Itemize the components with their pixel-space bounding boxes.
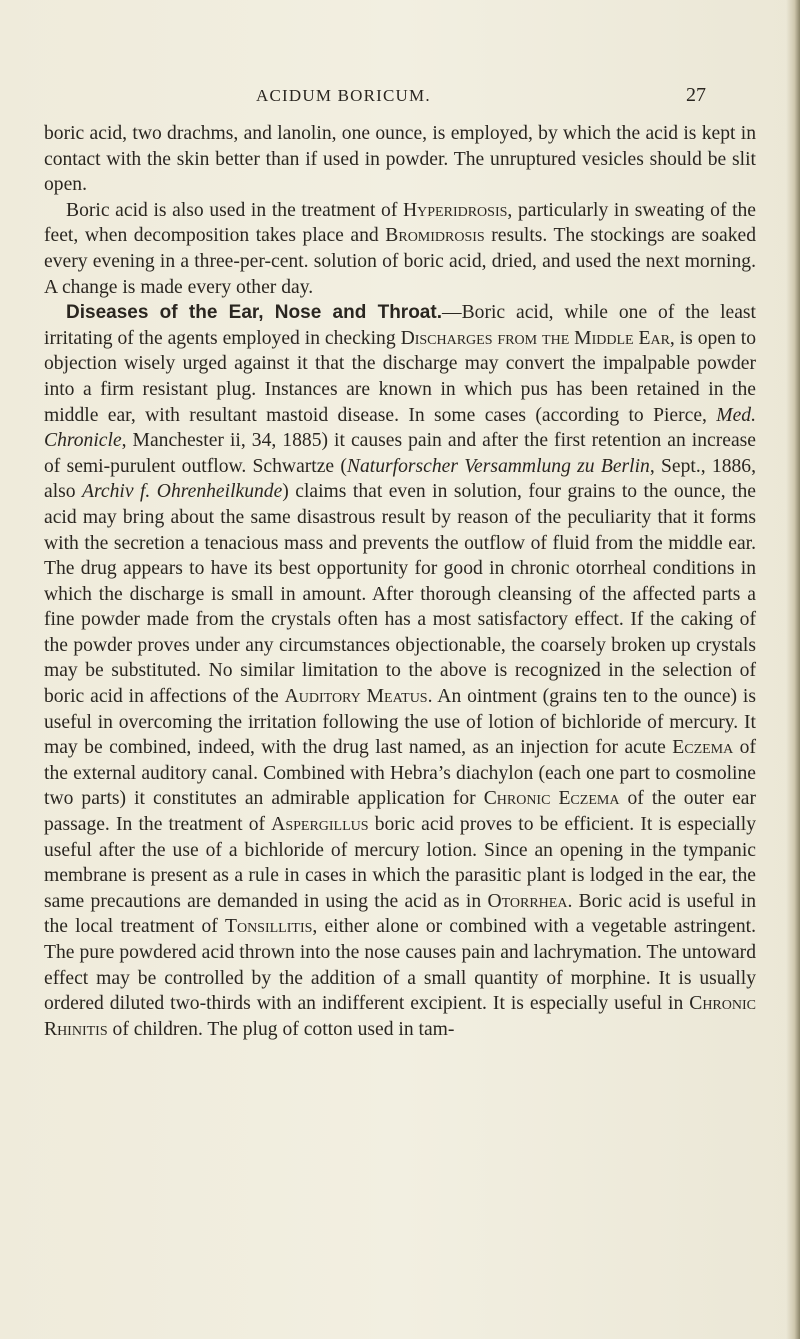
page-number: 27 [686, 84, 706, 106]
term-aspergillus: Aspergillus [271, 814, 369, 836]
term-bromidrosis: Bromidrosis [385, 225, 485, 247]
running-head: ACIDUM BORICUM. [256, 86, 431, 105]
paragraph-3 [44, 300, 756, 1042]
text-run: . An ointment (grains ten to the ounce) is useful in overcoming the irritation following the use of lotion of bichloride of mercury. It may be combined, indeed, with the drug last named, as an injection for acute [44, 686, 756, 759]
text-run: , Sept., 1886, also [44, 455, 756, 503]
text-run: , is open to objection wisely urged against it that the discharge may convert the impalpable powder into a firm resistant plug. Instances are known in which pus has been retained in the middle ear, with resultant mastoid disease. In some cases (according to Pierce, [44, 327, 756, 426]
paragraph-1 [44, 121, 756, 198]
text-run: of children. The plug of cotton used in tam- [107, 1018, 455, 1040]
text-run: Boric acid is also used in the treatment of [66, 199, 404, 221]
text-run: results. The stockings are soaked every evening in a three-per-cent. solution of boric acid, dried, and used the next morning. A change is made every other day. [44, 225, 756, 298]
text-run: of the external auditory canal. Combined with Hebra’s diachylon (each one part to cosmoline two parts) it constitutes an admirable application for [44, 737, 756, 810]
paragraph-2 [44, 198, 756, 300]
paragraph-1-text: boric acid, two drachms, and lanolin, one ounce, is employed, by which the acid is kept in contact with the skin better than if used in powder. The unruptured vesicles should be slit open. [44, 123, 756, 196]
text-run: , either alone or combined with a vegetable astringent. The pure powdered acid thrown into the nose causes pain and lachrymation. The untoward effect may be controlled by the addition of a small quantity of morphine. It is usually ordered diluted two-thirds with an indifferent excipient. It is especially useful in [44, 916, 756, 1015]
term-hyperidrosis: Hyperidrosis [403, 199, 508, 221]
term-otorrhea: Otorrhea [487, 890, 568, 912]
text-run: . Boric acid is useful in the local treatment of [44, 890, 756, 938]
term-tonsillitis: Tonsillitis [224, 916, 313, 938]
citation-title: Med. Chronicle [44, 404, 756, 452]
term-chronic-eczema: Chronic Eczema [483, 788, 620, 810]
section-heading: Diseases of the Ear, Nose and Throat. [66, 302, 442, 324]
body-text [44, 121, 756, 1042]
term-auditory-meatus: Auditory Meatus [284, 686, 428, 708]
text-run: ) claims that even in solution, four grains to the ounce, the acid may bring about the same disastrous result by reason of the peculiarity that it forms with the secretion a tenacious mass and prevents the outflow of fluid from the middle ear. The drug appears to have its best opportunity for good in chronic otorrheal conditions in which the discharge is small in amount. After thorough cleansing of the affected parts a fine powder made from the crystals often has a most satisfactory effect. If the caking of the powder proves under any circumstances objectionable, the coarsely broken up crystals may be substituted. No similar limitation to the above is recognized in the selection of boric acid in affections of the [44, 481, 756, 708]
term-discharges: Discharges from the Middle Ear [400, 327, 670, 349]
text-run: —Boric acid, while one of the least irritating of the agents employed in checking [44, 302, 756, 349]
text-run: , particularly in sweating of the feet, when decomposition takes place and [44, 199, 757, 247]
text-run: of the outer ear passage. In the treatment of [44, 788, 757, 836]
text-run: boric acid proves to be efficient. It is especially useful after the use of a bichloride of mercury lotion. Since an opening in the tympanic membrane is present as a rule in cases in which the parasitic plant is lodged in the ear, the same precautions are demanded in using the acid as in [44, 814, 756, 912]
term-chronic-rhinitis: Chronic Rhinitis [44, 993, 756, 1040]
citation-title: Naturforscher Versammlung zu Berlin [346, 455, 650, 477]
page-edge-shadow [786, 0, 800, 1339]
text-run: , Manchester ii, 34, 1885) it causes pain and after the first retention an increase of semi-purulent outflow. Schwartze ( [44, 430, 756, 477]
citation-title: Archiv f. Ohrenheilkunde [82, 481, 283, 503]
term-eczema: Eczema [672, 737, 734, 759]
page-header [0, 86, 800, 112]
